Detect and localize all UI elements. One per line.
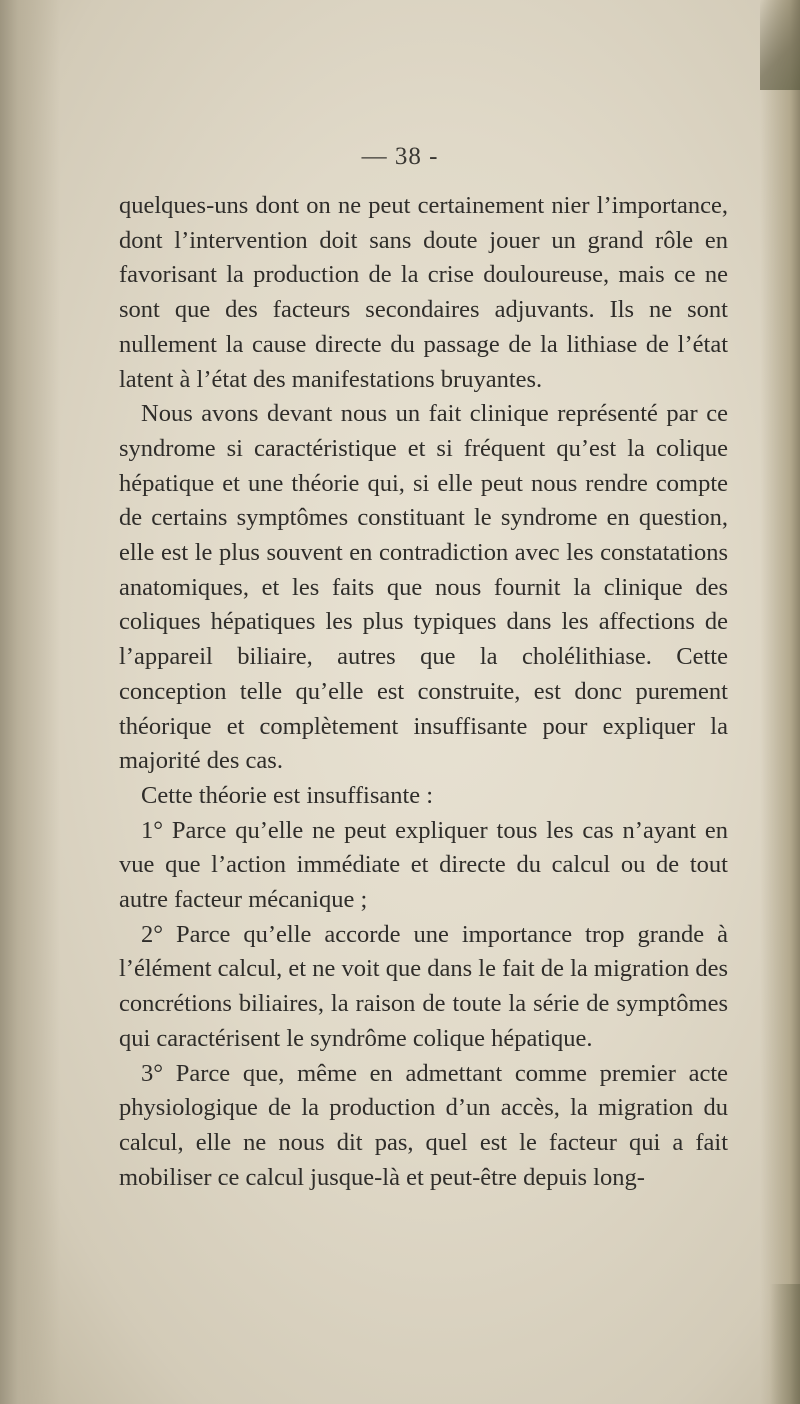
- paragraph: Cette théorie est insuffisante :: [141, 781, 434, 809]
- paragraph: 1° Parce qu’elle ne peut expliquer tous les cas n’ayant en vue que l’action immédiate et directe du calcul ou de tout autre facteur mécanique ;: [119, 816, 728, 914]
- page-number: — 38 -: [361, 143, 439, 170]
- paragraph: quelques-uns dont on ne peut certainement nier l’importance, dont l’intervention doit sans doute jouer un grand rôle en favorisant la production de la crise douloureuse, mais ce ne sont que des facteurs secondaires adjuvants. Ils ne sont nullement la cause directe du passage de la lithiase de l’état latent à l’état des manifestations bruyantes.: [119, 192, 728, 393]
- paragraph: Nous avons devant nous un fait clinique représenté par ce syndrome si caractéristique et si fréquent qu’est la colique hépatique et une théorie qui, si elle peut nous rendre compte de certains symptômes constituant le syndrome en question, elle est le plus souvent en contradiction avec les constatations anatomiques, et les faits que nous fournit la clinique des coliques hépatiques les plus typiques dans les affections de l’appareil biliaire, autres que la cholélithiase. Cette conception telle qu’elle est construite, est donc purement théorique et complètement insuffisante pour expliquer la majorité des cas.: [119, 400, 728, 775]
- paragraph: 2° Parce qu’elle accorde une importance trop grande à l’élément calcul, et ne voit que dans le fait de la migration des concrétions biliaires, la raison de toute la série de symptômes qui caractérisent le syndrôme colique hépatique.: [119, 920, 728, 1052]
- binding-shadow: [0, 0, 60, 1404]
- paragraph: 3° Parce que, même en admettant comme premier acte physiologique de la production d’un accès, la migration du calcul, elle ne nous dit pas, quel est le facteur qui a fait mobiliser ce calcul jusque-là et peut-être depuis long-: [119, 1059, 728, 1191]
- body-text: [119, 189, 728, 1195]
- page-corner-stain-bottom: [770, 1284, 800, 1404]
- page-corner-stain: [760, 0, 800, 90]
- page-edge-shadow: [760, 0, 800, 1404]
